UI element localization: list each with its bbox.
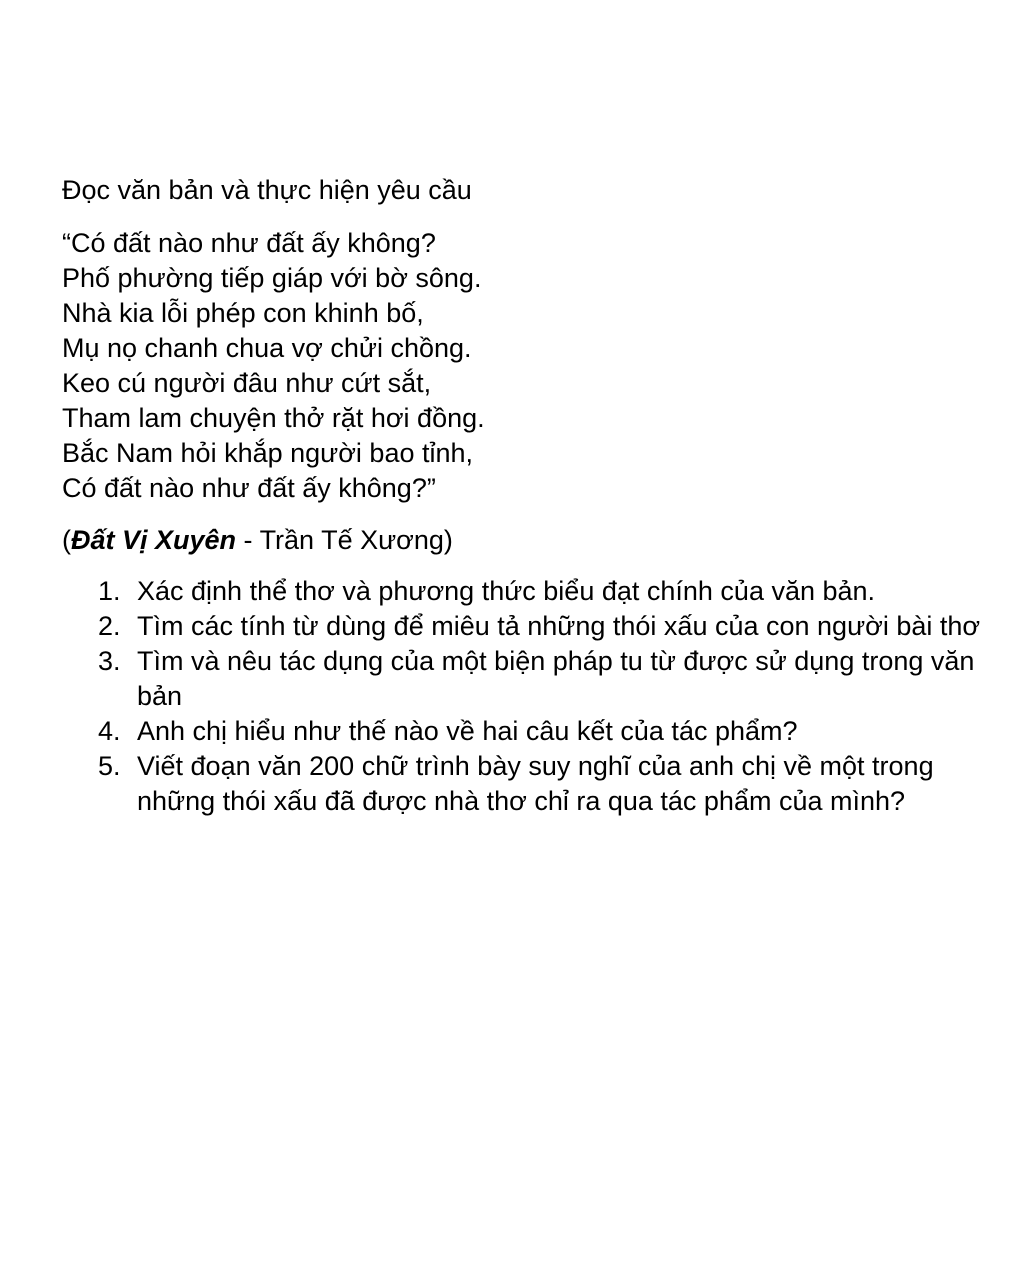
poem-line: Tham lam chuyện thở rặt hơi đồng. bbox=[62, 403, 485, 433]
question-item bbox=[62, 644, 992, 714]
poem-line: Bắc Nam hỏi khắp người bao tỉnh, bbox=[62, 438, 474, 468]
poem-author: Trần Tế Xương bbox=[259, 525, 444, 555]
poem-line: Có đất nào như đất ấy không?” bbox=[62, 473, 436, 503]
question-number: 3. bbox=[98, 646, 121, 676]
question-text: Xác định thể thơ và phương thức biểu đạt chính của văn bản. bbox=[137, 576, 876, 606]
question-list bbox=[62, 574, 992, 819]
poem-source bbox=[62, 522, 992, 558]
poem-line: Mụ nọ chanh chua vợ chửi chồng. bbox=[62, 333, 472, 363]
poem-line: Nhà kia lỗi phép con khinh bố, bbox=[62, 298, 424, 328]
question-number: 4. bbox=[98, 716, 121, 746]
question-number: 2. bbox=[98, 611, 121, 641]
question-item bbox=[62, 609, 992, 644]
poem-line: “Có đất nào như đất ấy không? bbox=[62, 228, 436, 258]
question-text: Tìm và nêu tác dụng của một biện pháp tu từ được sử dụng trong văn bản bbox=[137, 646, 975, 711]
question-number: 5. bbox=[98, 751, 121, 781]
question-text: Viết đoạn văn 200 chữ trình bày suy nghĩ của anh chị về một trong những thói xấu đã được nhà thơ chỉ ra qua tác phẩm của mình? bbox=[137, 751, 934, 816]
poem-title: Đất Vị Xuyên bbox=[71, 525, 237, 555]
poem bbox=[62, 226, 992, 506]
source-close-paren: ) bbox=[443, 525, 453, 555]
question-item bbox=[62, 749, 992, 819]
source-open-paren: ( bbox=[62, 525, 71, 555]
question-text: Anh chị hiểu như thế nào về hai câu kết của tác phẩm? bbox=[137, 716, 798, 746]
question-item bbox=[62, 714, 992, 749]
question-item bbox=[62, 574, 992, 609]
poem-line: Phố phường tiếp giáp với bờ sông. bbox=[62, 263, 482, 293]
document bbox=[62, 172, 992, 819]
instruction-heading: Đọc văn bản và thực hiện yêu cầu bbox=[62, 175, 472, 205]
source-separator: - bbox=[236, 525, 260, 555]
question-text: Tìm các tính từ dùng để miêu tả những thói xấu của con người bài thơ bbox=[137, 611, 981, 641]
poem-line: Keo cú người đâu như cứt sắt, bbox=[62, 368, 432, 398]
question-number: 1. bbox=[98, 576, 121, 606]
